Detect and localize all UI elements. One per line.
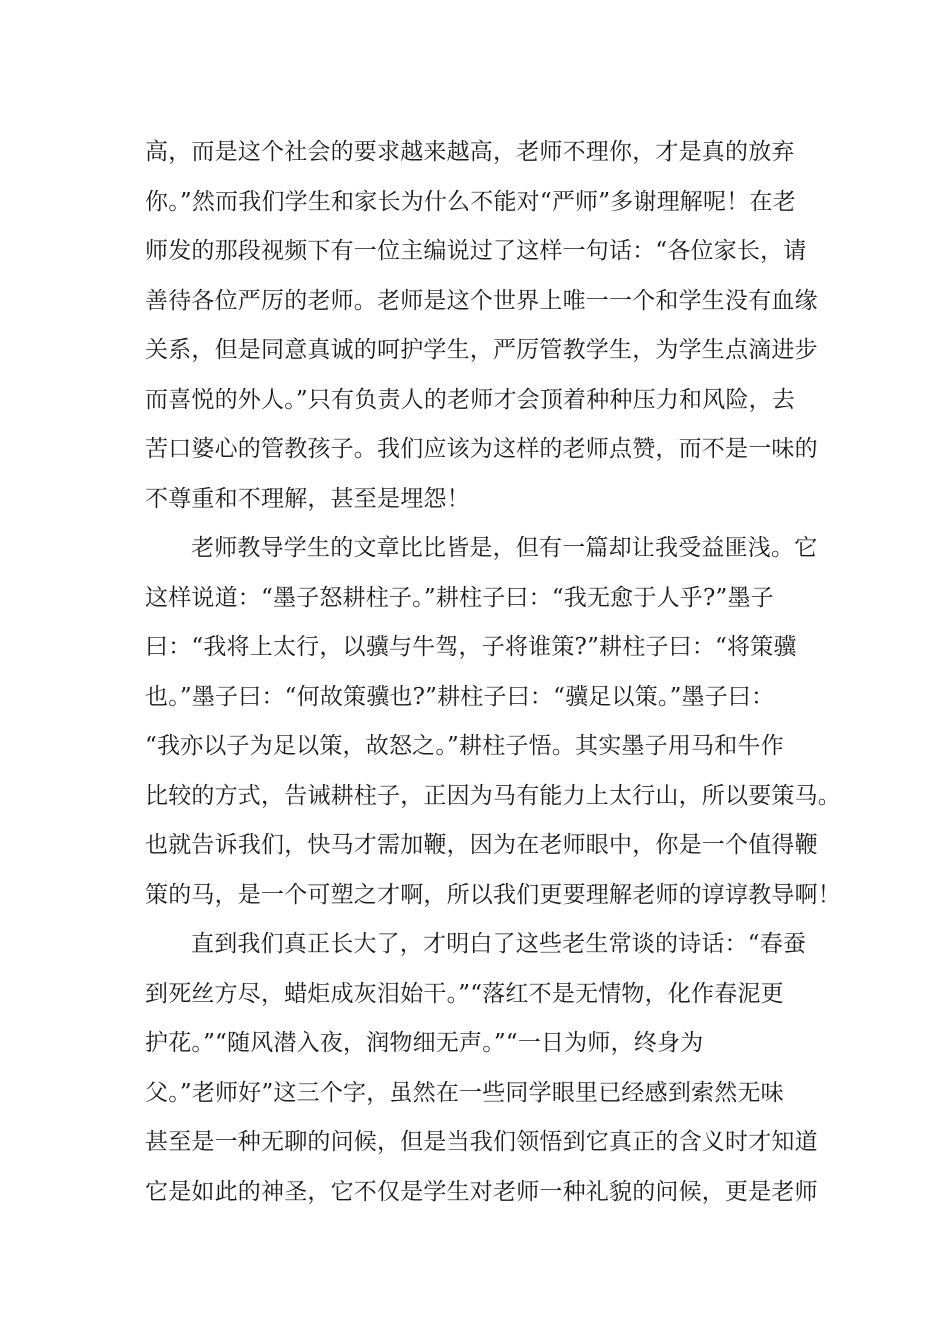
text-line: 你。”然而我们学生和家长为什么不能对“严师”多谢理解呢！在老 (145, 188, 796, 215)
paragraph-first-line: 直到我们真正长大了，才明白了这些老生常谈的诗话：“春蚕 (191, 931, 807, 957)
paragraph-first-line: 老师教导学生的文章比比皆是，但有一篇却让我受益匪浅。它 (191, 535, 818, 561)
text-line: “我亦以子为足以策，故怒之。”耕柱子悟。其实墨子用马和牛作 (145, 733, 784, 759)
text-line: 到死丝方尽，蜡炬成灰泪始干。”“落红不是无情物，化作春泥更 (145, 980, 784, 1007)
text-line: 父。”老师好”这三个字，虽然在一些同学眼里已经感到索然无味 (145, 1079, 784, 1106)
text-line: 护花。”“随风潜入夜，润物细无声。”“一日为师，终身为 (145, 1030, 704, 1056)
text-line: 策的马，是一个可塑之才啊，所以我们更要理解老师的谆谆教导啊！ (145, 881, 841, 908)
body-text (145, 128, 845, 1217)
text-line: 而喜悦的外人。”只有负责人的老师才会顶着种种压力和风险，去 (145, 386, 796, 413)
text-line: 它是如此的神圣，它不仅是学生对老师一种礼貌的问候，更是老师 (145, 1178, 818, 1205)
text-line: 善待各位严厉的老师。老师是这个世界上唯一一个和学生没有血缘 (145, 287, 818, 314)
text-line: 关系，但是同意真诚的呵护学生，严厉管教学生，为学生点滴进步 (145, 337, 818, 363)
text-line: 比较的方式，告诫耕柱子，正因为马有能力上太行山，所以要策马。 (145, 782, 841, 809)
text-line: 高，而是这个社会的要求越来越高，老师不理你，才是真的放弃 (145, 139, 795, 165)
text-line: 苦口婆心的管教孩子。我们应该为这样的老师点赞，而不是一味的 (145, 436, 818, 462)
text-line: 这样说道：“墨子怒耕柱子。”耕柱子曰：“我无愈于人乎?”墨子 (145, 584, 774, 611)
text-line: 也。”墨子曰：“何故策骥也?”耕柱子曰：“骥足以策。”墨子曰： (145, 683, 775, 710)
text-line: 甚至是一种无聊的问候，但是当我们领悟到它真正的含义时才知道 (145, 1129, 818, 1155)
text-line: 曰：“我将上太行，以骥与牛驾，子将谁策?”耕柱子曰：“将策骥 (145, 634, 797, 660)
text-line: 也就告诉我们，快马才需加鞭，因为在老师眼中，你是一个值得鞭 (145, 832, 818, 858)
text-line: 师发的那段视频下有一位主编说过了这样一句话：“各位家长，请 (145, 238, 807, 264)
text-line: 不尊重和不理解，甚至是埋怨！ (145, 485, 470, 512)
